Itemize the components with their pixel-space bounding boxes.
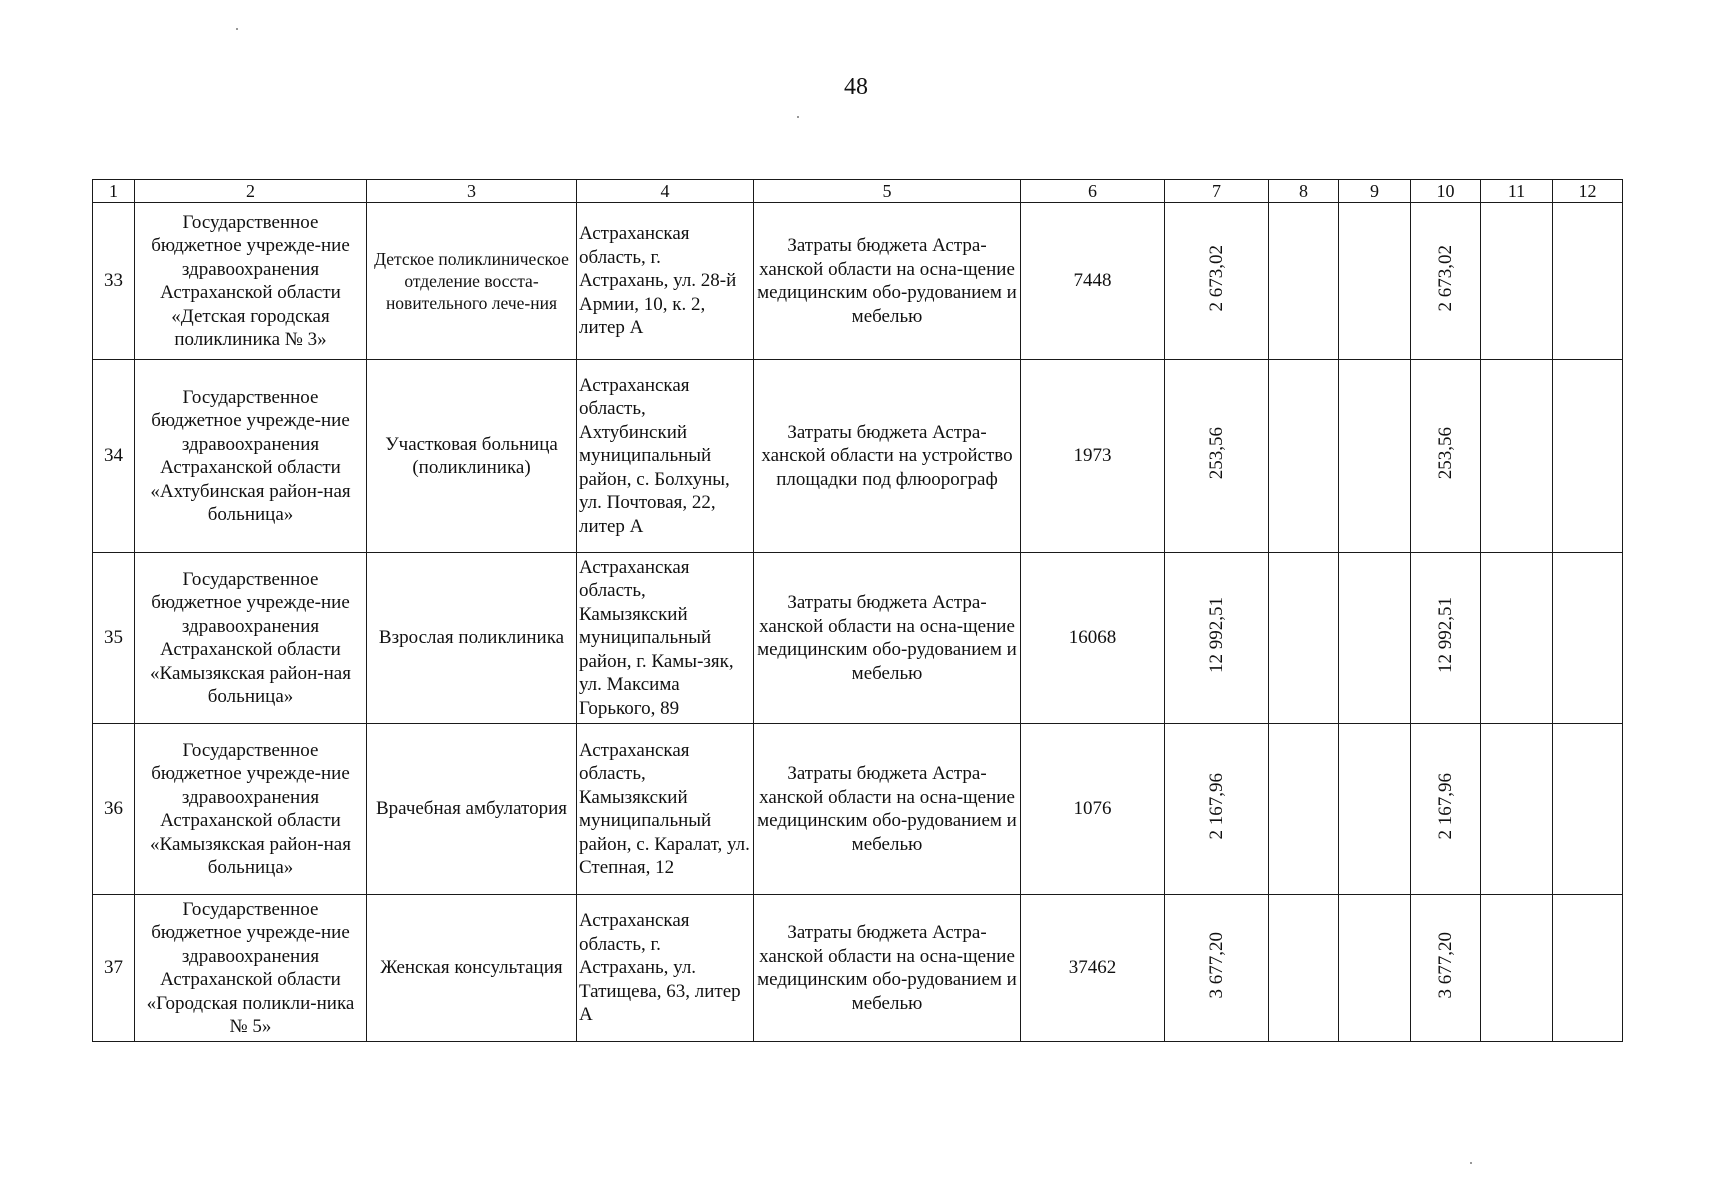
column-number: 11 xyxy=(1481,180,1553,203)
description-cell: Затраты бюджета Астра-ханской области на осна-щение медицинским обо-рудованием и мебелью xyxy=(754,724,1021,895)
table-row xyxy=(93,360,1623,553)
row-number: 35 xyxy=(93,553,135,724)
unit-cell: Участковая больница (поликлиника) xyxy=(367,360,577,553)
unit-cell: Детское поликлиническое отделение восста-новительного лече-ния xyxy=(367,203,577,360)
address-cell: Астраханская область, Ахтубинский муниципальный район, с. Болхуны, ул. Почтовая, 22, литер А xyxy=(577,360,754,553)
table-row xyxy=(93,553,1623,724)
unit-cell: Врачебная амбулатория xyxy=(367,724,577,895)
unit-cell: Женская консультация xyxy=(367,895,577,1042)
col11-cell xyxy=(1481,553,1553,724)
institution-cell: Государственное бюджетное учрежде-ние здравоохранения Астраханской области «Ахтубинская район-ная больница» xyxy=(135,360,367,553)
col12-cell xyxy=(1553,203,1623,360)
col8-cell xyxy=(1269,203,1339,360)
column-number: 1 xyxy=(93,180,135,203)
description-cell: Затраты бюджета Астра-ханской области на осна-щение медицинским обо-рудованием и мебелью xyxy=(754,895,1021,1042)
col10-cell xyxy=(1411,360,1481,553)
row-number: 36 xyxy=(93,724,135,895)
col7-value: 12 992,51 xyxy=(1205,596,1227,673)
row-number: 37 xyxy=(93,895,135,1042)
scan-speck xyxy=(1470,1162,1472,1164)
column-number: 9 xyxy=(1339,180,1411,203)
col10-value: 12 992,51 xyxy=(1434,596,1456,673)
col11-cell xyxy=(1481,895,1553,1042)
col8-cell xyxy=(1269,895,1339,1042)
description-cell: Затраты бюджета Астра-ханской области на устройство площадки под флюорограф xyxy=(754,360,1021,553)
col7-value: 253,56 xyxy=(1205,426,1227,479)
col9-cell xyxy=(1339,360,1411,553)
institution-cell: Государственное бюджетное учрежде-ние здравоохранения Астраханской области «Детская городская поликлиника № 3» xyxy=(135,203,367,360)
col9-cell xyxy=(1339,553,1411,724)
page-number: 48 xyxy=(844,74,868,100)
column-number: 3 xyxy=(367,180,577,203)
col7-cell xyxy=(1165,553,1269,724)
column-number: 2 xyxy=(135,180,367,203)
col10-value: 253,56 xyxy=(1434,426,1456,479)
col7-cell xyxy=(1165,360,1269,553)
col9-cell xyxy=(1339,203,1411,360)
scan-speck xyxy=(236,28,238,30)
col8-cell xyxy=(1269,724,1339,895)
column-number: 4 xyxy=(577,180,754,203)
row-number: 34 xyxy=(93,360,135,553)
col7-value: 2 167,96 xyxy=(1205,772,1227,839)
column-number: 7 xyxy=(1165,180,1269,203)
unit-cell: Взрослая поликлиника xyxy=(367,553,577,724)
institution-cell: Государственное бюджетное учрежде-ние здравоохранения Астраханской области «Камызякская район-ная больница» xyxy=(135,724,367,895)
col12-cell xyxy=(1553,553,1623,724)
table-row xyxy=(93,724,1623,895)
col12-cell xyxy=(1553,724,1623,895)
col9-cell xyxy=(1339,724,1411,895)
col11-cell xyxy=(1481,360,1553,553)
col8-cell xyxy=(1269,360,1339,553)
col8-cell xyxy=(1269,553,1339,724)
row-number: 33 xyxy=(93,203,135,360)
col10-value: 2 673,02 xyxy=(1434,244,1456,311)
address-cell: Астраханская область, г. Астрахань, ул. 28-й Армии, 10, к. 2, литер А xyxy=(577,203,754,360)
column-number-row xyxy=(93,180,1623,203)
address-cell: Астраханская область, Камызякский муниципальный район, с. Каралат, ул. Степная, 12 xyxy=(577,724,754,895)
col10-value: 3 677,20 xyxy=(1434,931,1456,998)
col10-cell xyxy=(1411,895,1481,1042)
col11-cell xyxy=(1481,203,1553,360)
col6-cell: 16068 xyxy=(1021,553,1165,724)
col6-cell: 37462 xyxy=(1021,895,1165,1042)
column-number: 5 xyxy=(754,180,1021,203)
col10-value: 2 167,96 xyxy=(1434,772,1456,839)
col7-cell xyxy=(1165,203,1269,360)
col10-cell xyxy=(1411,724,1481,895)
col7-cell xyxy=(1165,724,1269,895)
data-table xyxy=(92,179,1623,1042)
address-cell: Астраханская область, Камызякский муниципальный район, г. Камы-зяк, ул. Максима Горького, 89 xyxy=(577,553,754,724)
institution-cell: Государственное бюджетное учрежде-ние здравоохранения Астраханской области «Городская поликли-ника № 5» xyxy=(135,895,367,1042)
scan-speck xyxy=(797,116,799,118)
col7-cell xyxy=(1165,895,1269,1042)
column-number: 10 xyxy=(1411,180,1481,203)
col9-cell xyxy=(1339,895,1411,1042)
column-number: 6 xyxy=(1021,180,1165,203)
institution-cell: Государственное бюджетное учрежде-ние здравоохранения Астраханской области «Камызякская район-ная больница» xyxy=(135,553,367,724)
table-row xyxy=(93,895,1623,1042)
col10-cell xyxy=(1411,203,1481,360)
col6-cell: 1076 xyxy=(1021,724,1165,895)
col11-cell xyxy=(1481,724,1553,895)
column-number: 8 xyxy=(1269,180,1339,203)
col7-value: 3 677,20 xyxy=(1205,931,1227,998)
col12-cell xyxy=(1553,895,1623,1042)
col12-cell xyxy=(1553,360,1623,553)
col6-cell: 7448 xyxy=(1021,203,1165,360)
column-number: 12 xyxy=(1553,180,1623,203)
table-row xyxy=(93,203,1623,360)
description-cell: Затраты бюджета Астра-ханской области на осна-щение медицинским обо-рудованием и мебелью xyxy=(754,553,1021,724)
col10-cell xyxy=(1411,553,1481,724)
description-cell: Затраты бюджета Астра-ханской области на осна-щение медицинским обо-рудованием и мебелью xyxy=(754,203,1021,360)
col7-value: 2 673,02 xyxy=(1205,244,1227,311)
address-cell: Астраханская область, г. Астрахань, ул. Татищева, 63, литер А xyxy=(577,895,754,1042)
col6-cell: 1973 xyxy=(1021,360,1165,553)
